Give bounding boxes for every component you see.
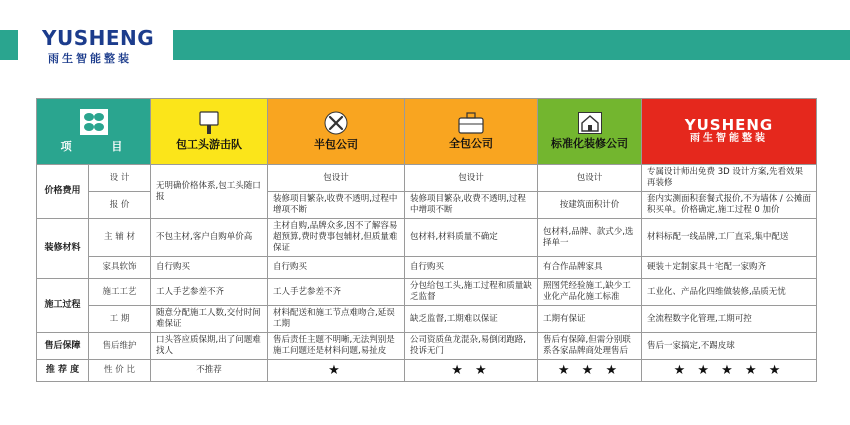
row-sub-main-materials: 主 辅 材 xyxy=(89,219,151,257)
row-category-after-sales: 售后保障 xyxy=(37,333,89,360)
house-icon xyxy=(578,112,602,134)
header-col-foreman xyxy=(151,99,268,165)
cell-rating-half: ★ xyxy=(268,360,405,382)
cell-maintenance-foreman: 口头答应质保期,出了问题难找人 xyxy=(151,333,268,360)
header-col-half-package xyxy=(268,99,405,165)
cell-furniture-full: 自行购买 xyxy=(405,257,538,279)
header-band-right xyxy=(173,30,850,60)
cell-quote-yusheng: 套内实测面积套餐式报价,不为墙体 / 公摊面积买单。价格确定,施工过程 0 加价 xyxy=(642,192,817,219)
cell-schedule-yusheng: 全流程数字化管理,工期可控 xyxy=(642,306,817,333)
table-row xyxy=(37,333,817,360)
cell-craft-yusheng: 工业化、产品化四维做装修,品质无忧 xyxy=(642,279,817,306)
row-sub-quote: 报 价 xyxy=(89,192,151,219)
cell-maintenance-yusheng: 售后一家搞定,不踢皮球 xyxy=(642,333,817,360)
table-row xyxy=(37,165,817,192)
tools-icon xyxy=(324,111,348,135)
table-row xyxy=(37,360,817,382)
comparison-table xyxy=(36,98,817,382)
header-col-standard-company xyxy=(538,99,642,165)
brand-logo-en: YUSHENG xyxy=(42,26,155,50)
cell-quote-half: 装修项目繁杂,收费不透明,过程中增项不断 xyxy=(268,192,405,219)
cell-craft-foreman: 工人手艺参差不齐 xyxy=(151,279,268,306)
row-category-recommend: 推 荐 度 xyxy=(37,360,89,382)
header-col-yusheng-cn: 雨生智能整装 xyxy=(690,132,768,144)
row-sub-schedule: 工 期 xyxy=(89,306,151,333)
cell-furniture-yusheng: 硬装＋定制家具＋宅配一家购齐 xyxy=(642,257,817,279)
table-header-row xyxy=(37,99,817,165)
row-category-price: 价格费用 xyxy=(37,165,89,219)
cell-craft-full: 分包给包工头,施工过程和质量缺乏监督 xyxy=(405,279,538,306)
cell-furniture-foreman: 自行购买 xyxy=(151,257,268,279)
cell-design-foreman: 无明确价格体系,包工头随口报 xyxy=(151,165,268,219)
row-sub-craft: 施工工艺 xyxy=(89,279,151,306)
cell-design-yusheng: 专属设计师出免费 3D 设计方案,先看效果再装修 xyxy=(642,165,817,192)
paint-roller-icon xyxy=(198,111,220,135)
cell-materials-half: 主材自购,品牌众多,因不了解容易超预算,费时费事包辅材,但质量难保证 xyxy=(268,219,405,257)
cell-schedule-full: 缺乏监督,工期难以保证 xyxy=(405,306,538,333)
cell-quote-standard: 按建筑面积计价 xyxy=(538,192,642,219)
header-col-yusheng-en: YUSHENG xyxy=(684,115,774,134)
header-col-half-package-label: 半包公司 xyxy=(314,138,358,151)
table-row xyxy=(37,219,817,257)
row-sub-maintenance: 售后维护 xyxy=(89,333,151,360)
cell-materials-standard: 包材料,品牌、款式少,选择单一 xyxy=(538,219,642,257)
header-col-foreman-label: 包工头游击队 xyxy=(176,138,242,151)
cell-craft-standard: 照图凭经验施工,缺少工业化产品化施工标准 xyxy=(538,279,642,306)
cell-rating-yusheng: ★ ★ ★ ★ ★ xyxy=(642,360,817,382)
four-petal-icon xyxy=(80,109,108,135)
row-sub-design: 设 计 xyxy=(89,165,151,192)
row-sub-value: 性 价 比 xyxy=(89,360,151,382)
cell-maintenance-full: 公司资质鱼龙混杂,易倒闭跑路,投诉无门 xyxy=(405,333,538,360)
header-items-cell xyxy=(37,99,151,165)
cell-design-full: 包设计 xyxy=(405,165,538,192)
header-col-standard-company-label: 标准化装修公司 xyxy=(551,137,628,150)
table-row xyxy=(37,257,817,279)
cell-maintenance-half: 售后责任主题不明晰,无法判别是施工问题还是材料问题,易扯皮 xyxy=(268,333,405,360)
cell-rating-foreman: 不推荐 xyxy=(151,360,268,382)
cell-materials-full: 包材料,材料质量不确定 xyxy=(405,219,538,257)
header-items-label: 项 目 xyxy=(60,140,141,153)
table-row xyxy=(37,306,817,333)
cell-materials-yusheng: 材料标配一线品牌,工厂直采,集中配送 xyxy=(642,219,817,257)
cell-design-half: 包设计 xyxy=(268,165,405,192)
cell-schedule-standard: 工期有保证 xyxy=(538,306,642,333)
cell-rating-standard: ★ ★ ★ xyxy=(538,360,642,382)
header-col-full-package-label: 全包公司 xyxy=(449,137,493,150)
cell-schedule-foreman: 随意分配施工人数,交付时间难保证 xyxy=(151,306,268,333)
header-col-full-package xyxy=(405,99,538,165)
toolbox-icon xyxy=(458,112,484,134)
cell-furniture-standard: 有合作品牌家具 xyxy=(538,257,642,279)
cell-craft-half: 工人手艺参差不齐 xyxy=(268,279,405,306)
table-row xyxy=(37,279,817,306)
brand-logo-cn: 雨生智能整装 xyxy=(48,52,132,65)
row-category-materials: 装修材料 xyxy=(37,219,89,279)
cell-maintenance-standard: 售后有保障,但需分别联系各家品牌商处理售后 xyxy=(538,333,642,360)
cell-quote-full: 装修项目繁杂,收费不透明,过程中增项不断 xyxy=(405,192,538,219)
row-category-construction: 施工过程 xyxy=(37,279,89,333)
brand-logo xyxy=(42,28,167,66)
row-sub-furniture: 家具软饰 xyxy=(89,257,151,279)
cell-schedule-half: 材料配送和施工节点难吻合,延误工期 xyxy=(268,306,405,333)
cell-design-standard: 包设计 xyxy=(538,165,642,192)
cell-materials-foreman: 不包主材,客户自购单价高 xyxy=(151,219,268,257)
header-band-left xyxy=(0,30,18,60)
cell-rating-full: ★ ★ xyxy=(405,360,538,382)
header-col-yusheng xyxy=(642,99,817,165)
cell-furniture-half: 自行购买 xyxy=(268,257,405,279)
